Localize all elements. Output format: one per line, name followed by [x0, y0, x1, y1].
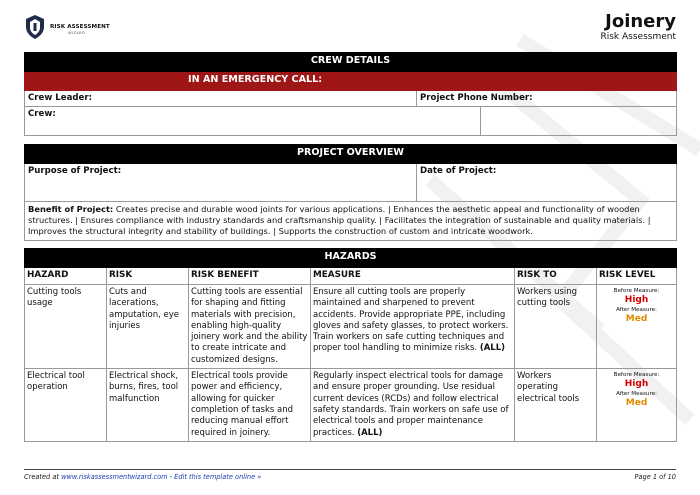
hazard-cell: Electrical tool operation [25, 369, 107, 442]
measure-cell [311, 285, 515, 369]
benefit-cell: Electrical tools provide power and efficiency, allowing for quicker completion of tasks and reducing manual effort required in joinery. [189, 369, 311, 442]
measure-text: Ensure all cutting tools are properly maintained and sharpened to prevent accidents. Provide appropriate PPE, including gloves and safety glasses, to protect workers. Train workers on safe cutting techniques and proper tool handling to minimize risks. [313, 287, 509, 354]
col-risk: RISK [107, 268, 189, 285]
risk-cell: Cuts and lacerations, amputation, eye injuries [107, 285, 189, 369]
crew-details-table [24, 52, 677, 136]
before-measure-label: Before Measure: [613, 288, 660, 294]
hazards-heading: HAZARDS [25, 249, 677, 268]
after-measure-label: After Measure: [616, 391, 657, 398]
measure-tag: (ALL) [479, 343, 505, 354]
before-level: High [624, 379, 649, 390]
crew-extra-cell [481, 107, 677, 136]
hazards-table [24, 248, 677, 442]
date-label: Date of Project: [417, 164, 677, 202]
risk-level-cell [597, 285, 677, 369]
crew-details-heading: CREW DETAILS [25, 53, 677, 72]
project-overview-table [24, 144, 677, 241]
risk-to-cell: Workers using cutting tools [515, 285, 597, 369]
document-title: Joinery [605, 11, 676, 32]
after-measure-label: After Measure: [616, 307, 657, 313]
crew-label: Crew: [25, 107, 481, 136]
emergency-call-label: IN AN EMERGENCY CALL: [188, 74, 323, 85]
measure-cell [311, 369, 515, 442]
measure-tag: (ALL) [357, 427, 383, 438]
hazard-cell: Cutting tools usage [25, 285, 107, 369]
website-link[interactable]: www.riskassessmentwizard.com [61, 473, 168, 481]
page-header [24, 12, 676, 42]
benefit-cell: Cutting tools are essential for shaping and fitting materials with precision, enabling high-quality joinery work and the ability to create intricate and customized designs. [189, 285, 311, 369]
table-row [25, 285, 677, 369]
emergency-call-bar [25, 72, 677, 91]
after-level: Med [625, 314, 648, 324]
benefit-text: Creates precise and durable wood joints for various applications. | Enhances the aesthetic appeal and functionality of wooden structures. | Ensures compliance with industry standards and craftsmanship quality. | Facilitates the integration of sustainable and quality materials. | Improves the structural integrity and stability of buildings. | Supports the construction of custom and intricate woodwork. [28, 204, 651, 237]
col-risk-to: RISK TO [515, 268, 597, 285]
document-subtitle: Risk Assessment [600, 32, 676, 42]
col-risk-level: RISK LEVEL [597, 268, 677, 285]
before-measure-label: Before Measure: [613, 372, 660, 379]
risk-cell: Electrical shock, burns, fires, tool malfunction [107, 369, 189, 442]
col-measure: MEASURE [311, 268, 515, 285]
logo [24, 14, 144, 42]
page-footer [24, 469, 676, 481]
logo-text: RISK ASSESSMENT [50, 24, 110, 30]
col-hazard: HAZARD [25, 268, 107, 285]
table-row [25, 369, 677, 442]
created-at-label: Created at [24, 473, 62, 481]
after-level: Med [625, 398, 648, 409]
project-overview-heading: PROJECT OVERVIEW [25, 145, 677, 164]
risk-level-cell [597, 369, 677, 442]
crew-leader-label: Crew Leader: [25, 91, 417, 107]
risk-to-cell: Workers operating electrical tools [515, 369, 597, 442]
logo-subtext: WIZARD [68, 31, 86, 35]
page-number: Page 1 of 10 [634, 473, 676, 481]
col-risk-benefit: RISK BENEFIT [189, 268, 311, 285]
measure-text: Regularly inspect electrical tools for damage and ensure proper grounding. Use residual current devices (RCDs) and follow electrical safety standards. Train workers on safe use of electrical tools and proper maintenance practices. [313, 371, 509, 438]
shield-logo-icon [24, 14, 46, 40]
purpose-label: Purpose of Project: [25, 164, 417, 202]
benefit-cell [25, 202, 677, 241]
edit-template-link[interactable]: - Edit this template online » [167, 473, 262, 481]
benefit-label: Benefit of Project: [28, 204, 114, 214]
before-level: High [624, 295, 649, 305]
project-phone-label: Project Phone Number: [417, 91, 677, 107]
